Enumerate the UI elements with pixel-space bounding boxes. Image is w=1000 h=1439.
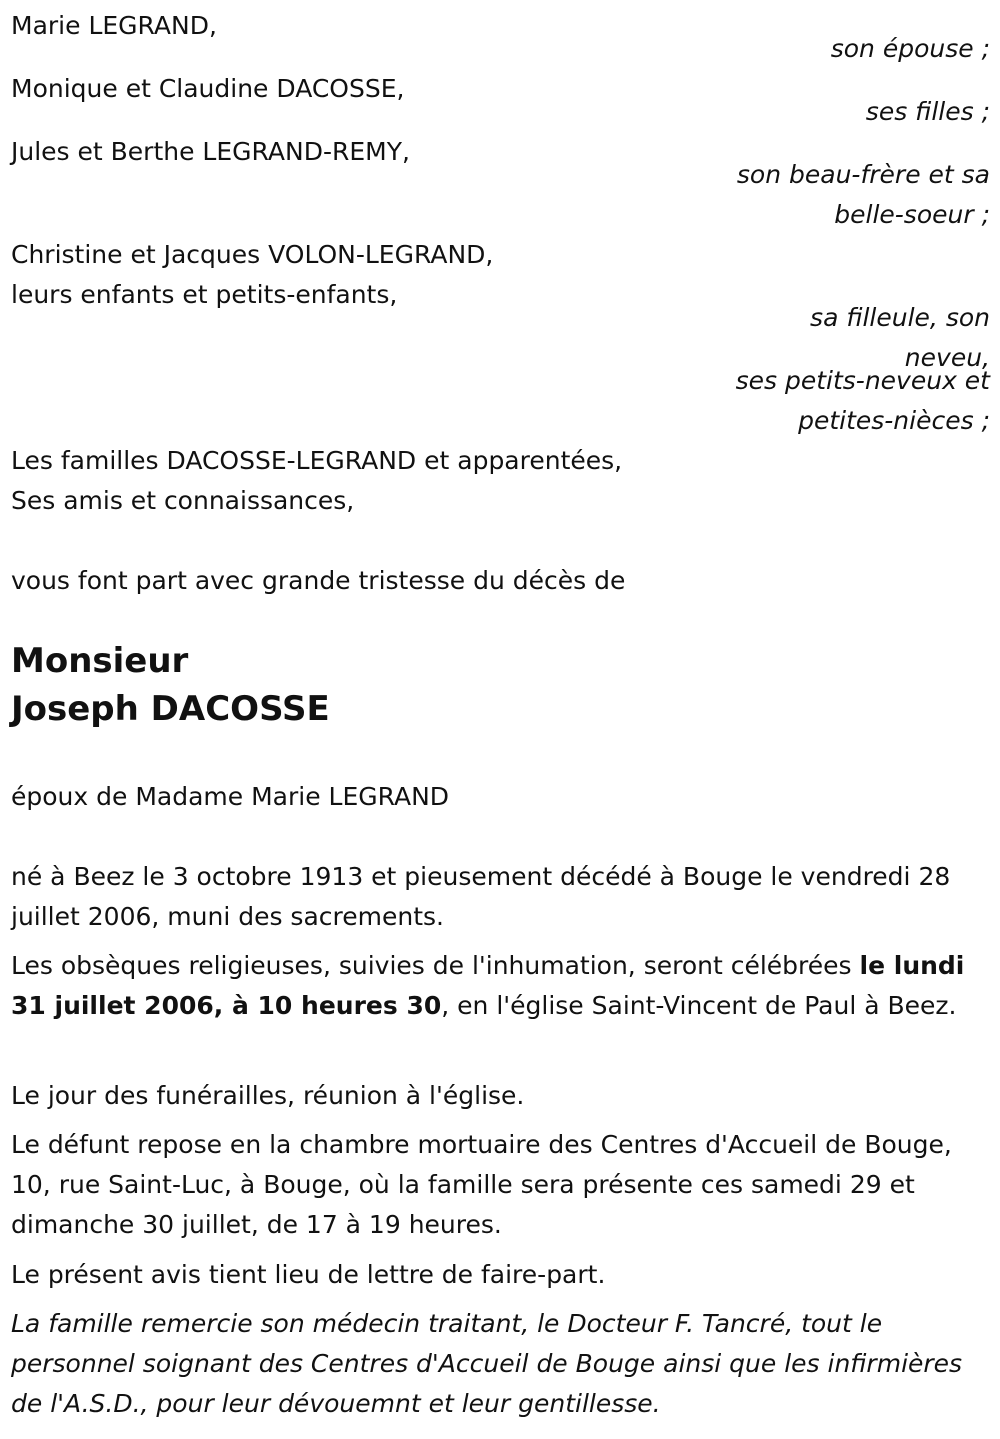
families-line: Les familles DACOSSE-LEGRAND et apparentées, — [11, 446, 623, 475]
godchild-relation-line-2: neveu, — [904, 343, 990, 372]
birth-death-paragraph: né à Beez le 3 octobre 1913 et pieusement décédé à Bouge le vendredi 28 juillet 2006, muni des sacrements. — [11, 862, 951, 931]
children-line: leurs enfants et petits-enfants, — [11, 280, 398, 309]
inlaws-relation-line-2: belle-soeur ; — [834, 200, 990, 229]
intro-line: vous font part avec grande tristesse du décès de — [11, 566, 626, 595]
grand-relation-line-2: petites-nièces ; — [798, 406, 990, 435]
grand-relation-line-1: ses petits-neveux et — [735, 366, 990, 395]
funeral-text-2: , en l'église Saint-Vincent de Paul à Beez. — [441, 991, 957, 1020]
repose-paragraph: Le défunt repose en la chambre mortuaire des Centres d'Accueil de Bouge, 10, rue Saint-Luc, à Bouge, où la famille sera présente ces samedi 29 et dimanche 30 juillet, de 17 à 19 heures. — [11, 1130, 952, 1239]
notice-paragraph: Le présent avis tient lieu de lettre de faire-part. — [11, 1260, 606, 1289]
deceased-title: Monsieur — [11, 641, 189, 681]
godchild-name: Christine et Jacques VOLON-LEGRAND, — [11, 240, 494, 269]
funeral-text-1: Les obsèques religieuses, suivies de l'inhumation, seront célébrées — [11, 951, 860, 980]
wife-relation: son épouse ; — [830, 34, 990, 63]
thanks-paragraph: La famille remercie son médecin traitant, le Docteur F. Tancré, tout le personnel soignant des Centres d'Accueil de Bouge ainsi que les infirmières de l'A.S.D., pour leur dévouemnt et leur gentillesse. — [11, 1309, 963, 1418]
funeral-paragraph — [11, 946, 991, 1026]
godchild-relation-line-1: sa filleule, son — [810, 303, 990, 332]
meeting-paragraph: Le jour des funérailles, réunion à l'église. — [11, 1081, 525, 1110]
funeral-date: le lundi 31 juillet 2006, à 10 heures 30 — [11, 951, 965, 1020]
daughters-relation: ses filles ; — [865, 97, 990, 126]
wife-name: Marie LEGRAND, — [11, 11, 217, 40]
friends-line: Ses amis et connaissances, — [11, 486, 355, 515]
spouse-line: époux de Madame Marie LEGRAND — [11, 782, 450, 811]
inlaws-relation-line-1: son beau-frère et sa — [736, 160, 990, 189]
inlaws-name: Jules et Berthe LEGRAND-REMY, — [11, 137, 410, 166]
deceased-name: Joseph DACOSSE — [11, 689, 330, 729]
daughters-name: Monique et Claudine DACOSSE, — [11, 74, 405, 103]
